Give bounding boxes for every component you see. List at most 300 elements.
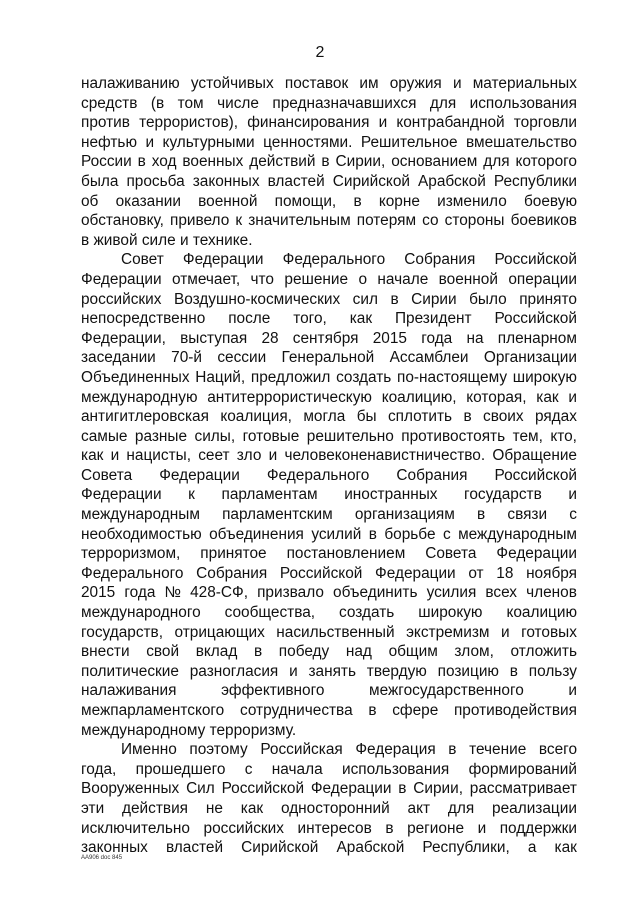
word: связи xyxy=(507,506,548,524)
word: нефтью xyxy=(81,133,137,151)
word: 18 xyxy=(496,564,514,582)
word: непосредственно xyxy=(81,310,206,328)
word: противодействия xyxy=(453,702,577,719)
word: пользу xyxy=(528,662,577,680)
text-line xyxy=(81,329,577,349)
text-line xyxy=(81,133,577,153)
word: односторонний xyxy=(280,799,390,817)
text-line xyxy=(81,74,577,94)
text-line xyxy=(81,721,577,741)
word: сессии xyxy=(217,349,267,367)
word: регионе xyxy=(407,819,465,837)
word: в xyxy=(137,153,146,171)
word: вклад xyxy=(195,643,238,661)
word: государств xyxy=(464,486,542,504)
word: Федерация xyxy=(355,741,436,759)
word: российских xyxy=(203,819,284,837)
word: на xyxy=(466,329,484,347)
word: 28 xyxy=(261,329,279,347)
word: для xyxy=(447,799,475,817)
word: в xyxy=(398,780,407,798)
word: отрицающих xyxy=(174,623,265,641)
word: года xyxy=(421,329,453,347)
word: Федерального xyxy=(282,251,386,269)
word: готовых xyxy=(521,623,577,641)
word: сфере xyxy=(392,702,439,719)
word: принятое xyxy=(200,545,267,563)
text-line xyxy=(81,348,577,368)
word: 2015 xyxy=(81,584,116,602)
word: средств xyxy=(81,94,138,112)
word: постановлением xyxy=(286,545,406,563)
word: антитеррористическую xyxy=(207,388,372,406)
word: самые xyxy=(81,427,128,445)
word: ценностями. xyxy=(263,133,353,151)
word: ход xyxy=(151,153,177,171)
word: которого xyxy=(515,153,577,171)
word: злом, xyxy=(454,643,494,661)
word: тем, xyxy=(512,427,543,445)
word: силе xyxy=(141,231,176,249)
word: всего xyxy=(538,741,577,759)
word: могла xyxy=(303,408,346,426)
word: всех xyxy=(485,584,518,602)
word: в xyxy=(463,408,472,426)
word: сотрудничества xyxy=(239,702,353,719)
word: призвало xyxy=(257,584,324,602)
word: Федерального xyxy=(81,564,184,582)
word: стороны xyxy=(444,212,505,230)
word: привело xyxy=(170,212,230,230)
word: против xyxy=(81,114,130,132)
word: Совета xyxy=(425,545,477,563)
text-line xyxy=(81,368,577,388)
word: в xyxy=(448,741,457,759)
word: 2015 xyxy=(372,329,407,347)
word: Вооруженных xyxy=(81,780,180,798)
word: сентября xyxy=(292,329,359,347)
word: отложить xyxy=(510,643,577,661)
word: Сирии xyxy=(411,290,457,308)
word: акт xyxy=(407,799,431,817)
word: о xyxy=(358,270,368,288)
word: человеконенавистничество. xyxy=(284,447,486,465)
text-line xyxy=(81,662,577,682)
word: Собрания xyxy=(404,251,476,269)
word: основанием xyxy=(391,153,478,171)
word: и xyxy=(145,133,155,151)
word: военной xyxy=(438,270,498,288)
word: парламентским xyxy=(222,506,333,524)
word: числе xyxy=(217,94,259,112)
word: поэтому xyxy=(189,741,248,759)
document-footer-code: АА906 doc 845 xyxy=(81,855,123,861)
word: противостоять xyxy=(401,427,506,445)
text-line xyxy=(81,290,577,310)
word: с xyxy=(442,525,451,543)
word: свой xyxy=(146,643,180,661)
word: устойчивых xyxy=(190,75,274,92)
word: в xyxy=(321,153,330,171)
word: операции xyxy=(508,270,577,288)
word: и xyxy=(477,819,487,837)
word: (в xyxy=(150,94,165,112)
word: Генеральной xyxy=(281,349,375,367)
word: боевую xyxy=(523,192,577,210)
word: формирований xyxy=(468,760,577,778)
word: эффективного xyxy=(221,682,325,700)
word: просьба xyxy=(126,172,185,190)
word: Решительное xyxy=(360,133,458,151)
word: Федерального xyxy=(266,466,370,484)
word: Арабской xyxy=(336,839,405,857)
word: и xyxy=(268,447,278,465)
word: интересов xyxy=(297,819,372,837)
word: властей xyxy=(165,839,224,857)
text-line xyxy=(81,172,577,192)
word: Российская xyxy=(260,741,343,759)
word: налаживания xyxy=(81,682,177,700)
word: обстановку, xyxy=(81,212,164,230)
word: разные xyxy=(134,427,188,445)
word: течение xyxy=(469,741,527,759)
word: года xyxy=(124,584,156,602)
text-line xyxy=(81,583,577,603)
word: общим xyxy=(388,643,438,661)
text-line xyxy=(81,544,577,564)
word: членов xyxy=(526,584,577,602)
word: Федерации xyxy=(182,251,264,269)
text-line xyxy=(81,701,577,721)
word: им xyxy=(359,75,379,92)
word: коалицию xyxy=(506,604,577,622)
word: Федерации xyxy=(81,270,162,288)
word: в xyxy=(81,231,90,249)
word: культурными xyxy=(162,133,255,151)
word: и xyxy=(568,486,577,504)
word: в xyxy=(368,525,377,543)
word: организациям xyxy=(354,506,455,524)
word: Собрания xyxy=(196,564,268,582)
word: как xyxy=(554,839,577,857)
text-line xyxy=(81,152,577,172)
word: начале xyxy=(377,270,429,288)
word: усилий xyxy=(311,525,362,543)
word: от xyxy=(468,564,484,582)
word: решение xyxy=(284,270,349,288)
word: сообщества, xyxy=(224,604,316,622)
word: рядах xyxy=(534,408,577,426)
word: Сирии, xyxy=(335,153,386,171)
word: нацисты, xyxy=(126,447,191,465)
word: Сирийской xyxy=(241,839,319,857)
word: Объединенных xyxy=(81,368,190,386)
text-line xyxy=(81,113,577,133)
text-line xyxy=(81,505,577,525)
word: иностранных xyxy=(344,486,438,504)
word: ноября xyxy=(526,564,577,582)
word: отмечает, xyxy=(171,270,241,288)
word: изменило xyxy=(437,192,507,210)
word: была xyxy=(81,172,119,190)
word: создать xyxy=(339,604,395,622)
word: предназначавшихся xyxy=(272,94,417,112)
word: российских xyxy=(81,290,162,308)
word: как xyxy=(240,799,264,817)
word: начала xyxy=(271,760,323,778)
text-line xyxy=(81,564,577,584)
word: с xyxy=(244,760,253,778)
word: боевиков xyxy=(510,212,577,230)
word: налаживанию xyxy=(81,75,180,92)
word: Наций, xyxy=(195,368,246,386)
word: межгосударственного xyxy=(369,682,524,700)
word: Сирийской xyxy=(332,172,410,190)
word: выступая xyxy=(180,329,248,347)
word: в xyxy=(253,643,263,661)
word: в xyxy=(477,506,486,524)
word: международному xyxy=(81,721,206,739)
word: законных xyxy=(81,839,148,857)
word: материальных xyxy=(472,75,577,92)
text-line xyxy=(81,466,577,486)
text-line xyxy=(81,760,577,780)
paragraph xyxy=(81,740,577,858)
word: потерям xyxy=(356,212,417,230)
word: необходимостью xyxy=(81,525,202,543)
word: своих xyxy=(483,408,524,426)
word: контрабандной xyxy=(396,114,505,132)
word: Воздушно-космических xyxy=(173,290,341,308)
word: и xyxy=(452,75,462,92)
word: Российской xyxy=(494,310,577,328)
text-line xyxy=(81,779,577,799)
word: как xyxy=(349,310,373,328)
word: борьбе xyxy=(384,525,436,543)
word: действия xyxy=(122,799,189,817)
word: усилия xyxy=(426,584,477,602)
word: к xyxy=(188,486,195,504)
word: создать xyxy=(336,368,392,386)
word: об xyxy=(81,192,99,210)
word: которая, xyxy=(466,388,527,406)
word: твердую xyxy=(366,662,427,680)
word: оружия xyxy=(389,75,442,92)
text-line xyxy=(81,250,577,270)
text-line xyxy=(81,427,577,447)
word: технике. xyxy=(192,231,253,249)
word: антигитлеровская xyxy=(81,408,209,426)
text-line xyxy=(81,681,577,701)
word: Совета xyxy=(81,466,133,484)
word: позицию xyxy=(437,662,499,680)
word: для xyxy=(429,94,457,112)
word: Совет xyxy=(121,251,164,269)
word: терроризму. xyxy=(209,721,297,739)
word: Федерации xyxy=(496,545,577,563)
word: Организации xyxy=(483,349,577,367)
word: того, xyxy=(293,310,327,328)
word: над xyxy=(345,643,372,661)
word: для xyxy=(483,153,510,171)
paragraph xyxy=(81,250,577,740)
word: корне xyxy=(378,192,420,210)
word: с xyxy=(569,506,577,524)
word: было xyxy=(469,290,507,308)
word: терроризмом, xyxy=(81,545,181,563)
word: сил xyxy=(352,290,378,308)
page-number: 2 xyxy=(315,44,325,61)
word: в xyxy=(368,702,377,719)
word: военной xyxy=(198,192,258,210)
paragraph xyxy=(81,74,577,250)
word: Республики xyxy=(493,172,577,190)
word: политические xyxy=(81,662,179,680)
word: в xyxy=(385,819,394,837)
word: прошедшего xyxy=(135,760,226,778)
text-line xyxy=(81,623,577,643)
word: Собрания xyxy=(396,466,468,484)
word: Российской xyxy=(279,564,363,582)
word: использования xyxy=(341,760,450,778)
word: Российской xyxy=(221,780,305,798)
word: государств, xyxy=(81,623,164,641)
word: коалиция, xyxy=(220,408,292,426)
word: том xyxy=(177,94,204,112)
word: Федерации, xyxy=(81,329,166,347)
word: Российской xyxy=(494,251,577,269)
word: и xyxy=(110,447,120,465)
word: в xyxy=(353,192,362,210)
text-line xyxy=(81,94,577,114)
word: что xyxy=(250,270,274,288)
word: к xyxy=(235,212,243,230)
text-line xyxy=(81,485,577,505)
word: исключительно xyxy=(81,819,190,837)
word: и xyxy=(289,662,298,680)
word: Федерации xyxy=(81,486,162,504)
word: торговли xyxy=(513,114,577,132)
word: готовые xyxy=(242,427,300,445)
word: парламентам xyxy=(221,486,318,504)
word: военных xyxy=(182,153,244,171)
word: № xyxy=(164,584,181,602)
word: оказании xyxy=(115,192,181,210)
word: в xyxy=(509,662,518,680)
word: заседании xyxy=(81,349,156,367)
word: решительно xyxy=(306,427,394,445)
text-line xyxy=(81,231,577,251)
word: разногласия xyxy=(189,662,279,680)
word: действий xyxy=(249,153,316,171)
word: коалицию, xyxy=(381,388,457,406)
word: как xyxy=(81,447,104,465)
text-line xyxy=(81,407,577,427)
text-line xyxy=(81,270,577,290)
word: международную xyxy=(81,388,198,406)
word: а xyxy=(527,839,537,857)
word: законных xyxy=(192,172,260,190)
word: объединения xyxy=(209,525,304,543)
word: финансирования xyxy=(247,114,370,132)
document-body xyxy=(81,74,577,858)
word: рассматривает xyxy=(469,780,577,798)
word: и xyxy=(500,623,510,641)
word: межпарламентского xyxy=(81,702,225,719)
word: года, xyxy=(81,760,117,778)
word: России xyxy=(81,153,132,171)
text-line xyxy=(81,309,577,329)
word: помощи, xyxy=(274,192,337,210)
text-line xyxy=(81,446,577,466)
text-line xyxy=(81,388,577,408)
word: бы xyxy=(356,408,377,426)
word: предложил xyxy=(250,368,331,386)
text-line xyxy=(81,838,577,858)
text-line xyxy=(81,799,577,819)
text-line xyxy=(81,642,577,662)
word: Сил xyxy=(186,780,215,798)
word: Именно xyxy=(121,741,177,759)
word: принято xyxy=(519,290,577,308)
word: со xyxy=(422,212,439,230)
word: поддержки xyxy=(499,819,577,837)
word: поставок xyxy=(284,75,349,92)
word: эти xyxy=(81,799,105,817)
word: и xyxy=(568,388,577,406)
word: кто, xyxy=(550,427,577,445)
word: экстремизм xyxy=(406,623,490,641)
text-line xyxy=(81,211,577,231)
word: Арабской xyxy=(418,172,486,190)
text-line xyxy=(81,819,577,839)
text-line xyxy=(81,525,577,545)
word: Президент xyxy=(394,310,472,328)
word: по-настоящему xyxy=(397,368,508,386)
word: террористов), xyxy=(139,114,239,132)
word: победу xyxy=(278,643,330,661)
word: силы, xyxy=(194,427,236,445)
word: и xyxy=(568,682,577,700)
word: Сирии, xyxy=(413,780,463,798)
word: вмешательство xyxy=(466,133,577,151)
word: международного xyxy=(81,604,201,622)
word: и xyxy=(378,114,388,132)
word: значительным xyxy=(248,212,351,230)
word: пленарном xyxy=(497,329,577,347)
word: Федерации xyxy=(310,780,392,798)
word: использования xyxy=(469,94,577,112)
text-line xyxy=(81,740,577,760)
word: после xyxy=(228,310,271,328)
word: широкую xyxy=(418,604,483,622)
word: внести xyxy=(81,643,130,661)
word: в xyxy=(390,290,399,308)
word: властей xyxy=(267,172,325,190)
word: и xyxy=(179,231,189,249)
word: сплотить xyxy=(387,408,453,426)
word: Федерации xyxy=(375,564,456,582)
word: 428-СФ, xyxy=(190,584,248,602)
word: сеет xyxy=(198,447,230,465)
word: 70-й xyxy=(171,349,202,367)
word: не xyxy=(205,799,223,817)
word: живой xyxy=(93,231,138,249)
word: зло xyxy=(236,447,262,465)
word: Обращение xyxy=(492,447,577,465)
word: реализации xyxy=(492,799,577,817)
text-line xyxy=(81,192,577,212)
